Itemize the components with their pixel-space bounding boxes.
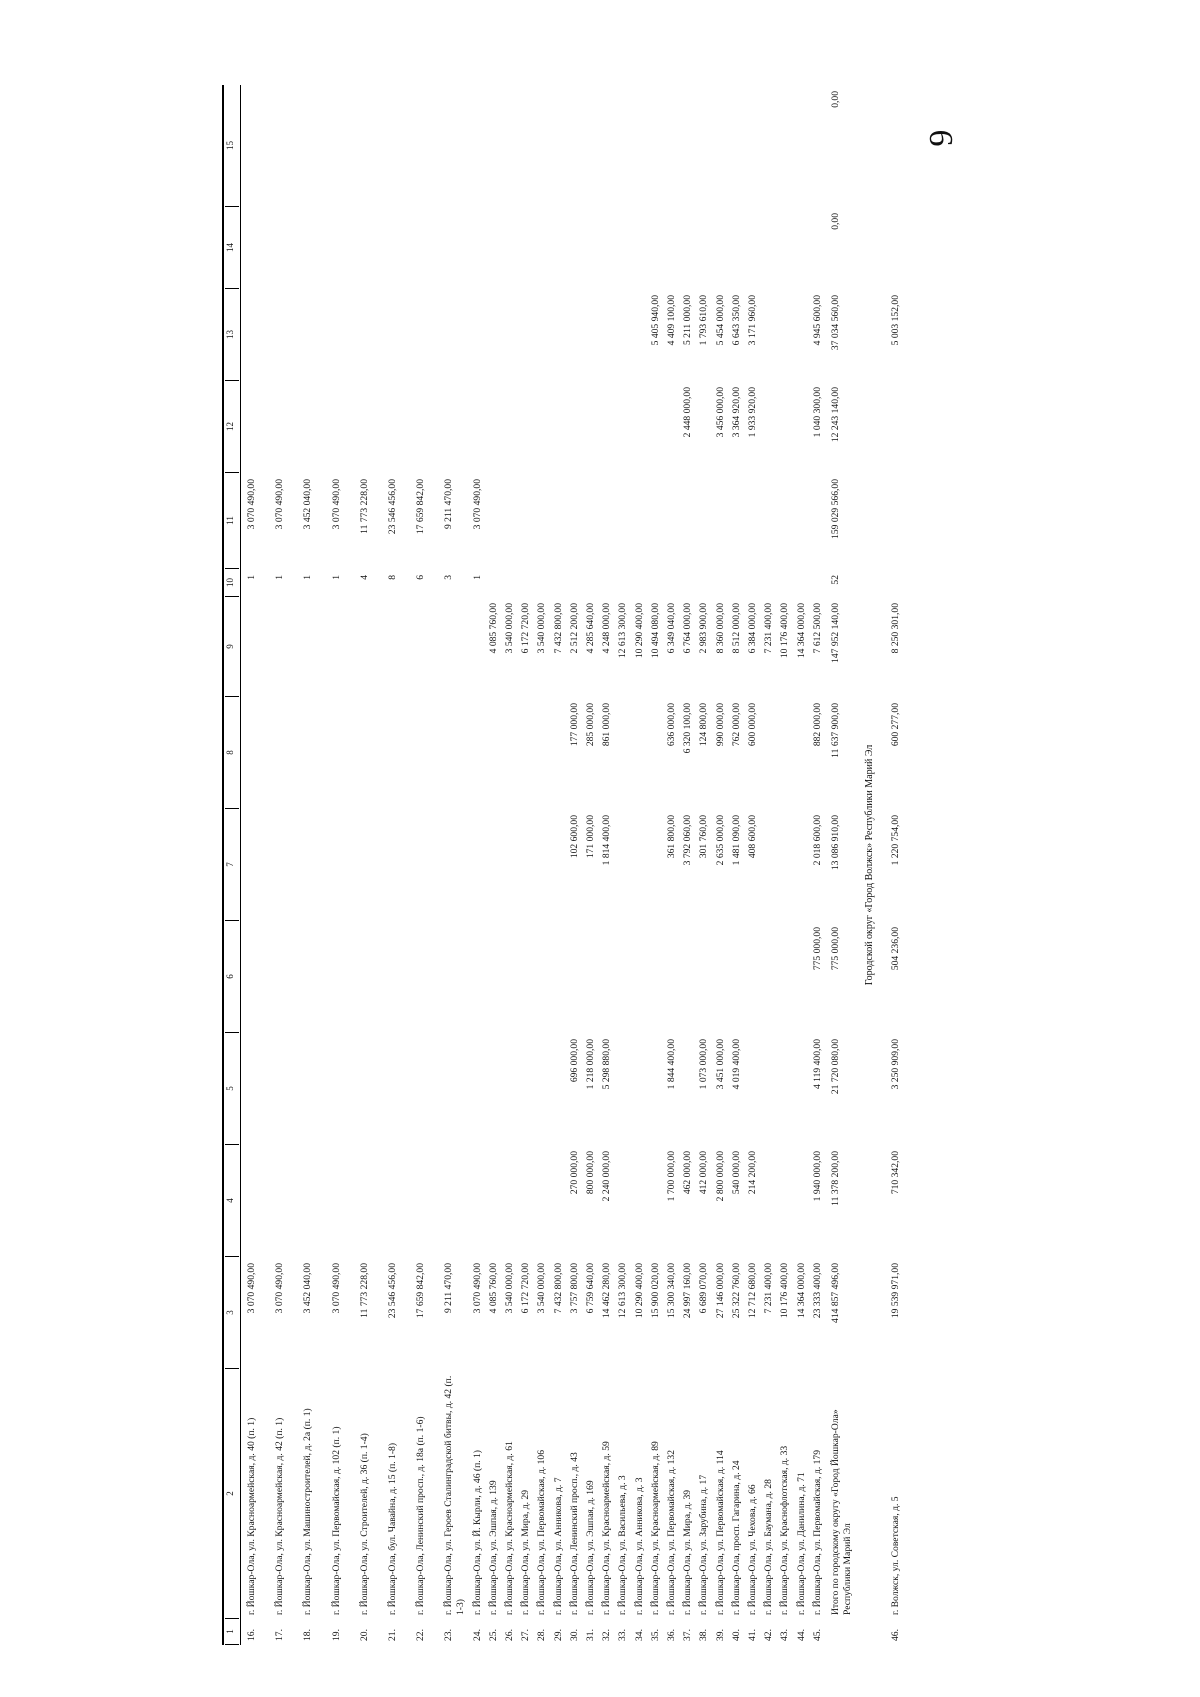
cell-name: г. Йошкар-Ола, ул. Первомайская, д. 179 <box>811 1449 823 1615</box>
total-row <box>830 85 854 1645</box>
cell-c5: 1 218 000,00 <box>585 1039 596 1090</box>
cell-c13: 3 171 960,00 <box>747 295 758 346</box>
cell-c3: 12 712 680,00 <box>747 1263 758 1319</box>
cell-n: 46. <box>890 1629 901 1641</box>
cell-c3: 3 070 490,00 <box>274 1263 286 1314</box>
cell-name: г. Йошкар-Ола, просп. Гагарина, д. 24 <box>730 1460 742 1615</box>
cell-n: 35. <box>649 1629 661 1641</box>
cell-n: 41. <box>747 1629 758 1641</box>
cell-c3: 3 757 800,00 <box>568 1263 580 1314</box>
cell-c8: 285 000,00 <box>585 703 596 747</box>
table-row <box>617 85 629 1645</box>
cell-c6: 775 000,00 <box>811 927 823 971</box>
cell-c7: 1 220 754,00 <box>890 815 901 866</box>
cell-c5: 4 119 400,00 <box>811 1039 823 1090</box>
cell-c12: 2 448 000,00 <box>682 387 694 438</box>
cell-c10: 4 <box>358 575 370 580</box>
cell-n: 24. <box>471 1629 483 1641</box>
cell-n: 37. <box>682 1629 694 1641</box>
cell-name: г. Йошкар-Ола, ул. Красноармейская, д. 89 <box>649 1441 661 1615</box>
cell-n: 21. <box>387 1629 398 1641</box>
cell-c9: 147 952 140,00 <box>830 603 841 663</box>
cell-c8: 600 000,00 <box>747 703 758 747</box>
table-row <box>274 85 298 1645</box>
cell-n: 33. <box>617 1629 629 1641</box>
cell-c4: 214 200,00 <box>747 1151 758 1195</box>
table-row <box>359 85 383 1645</box>
table-row <box>779 85 791 1645</box>
cell-c3: 414 857 496,00 <box>830 1263 841 1323</box>
cell-c11: 17 659 842,00 <box>415 479 427 535</box>
cell-c3: 17 659 842,00 <box>415 1263 427 1319</box>
column-header-14: 14 <box>225 207 239 289</box>
cell-c3: 19 539 971,00 <box>890 1263 901 1319</box>
cell-c9: 7 612 500,00 <box>811 603 823 654</box>
cell-n: 17. <box>274 1629 286 1641</box>
cell-c9: 8 360 000,00 <box>714 603 726 654</box>
cell-c7: 408 600,00 <box>747 815 758 859</box>
cell-c6: 504 236,00 <box>890 927 901 971</box>
cell-n: 26. <box>504 1629 515 1641</box>
cell-c3: 27 146 000,00 <box>714 1263 726 1319</box>
table-row <box>890 85 902 1645</box>
table-row <box>302 85 326 1645</box>
cell-n: 39. <box>714 1629 726 1641</box>
cell-c13: 4 945 600,00 <box>811 295 823 346</box>
cell-c11: 159 029 566,00 <box>830 479 841 539</box>
cell-name: г. Йошкар-Ола, ул. Первомайская, д. 114 <box>714 1450 726 1615</box>
cell-c7: 1 481 090,00 <box>730 815 742 866</box>
cell-c10: 1 <box>471 575 483 580</box>
cell-name: г. Йошкар-Ола, бул. Чавайна, д. 15 (п. 1-8) <box>387 1442 398 1615</box>
cell-c3: 6 689 070,00 <box>698 1263 710 1314</box>
table-row <box>488 85 500 1645</box>
cell-c8: 762 000,00 <box>730 703 742 747</box>
table-row <box>747 85 759 1645</box>
cell-c11: 3 070 490,00 <box>471 479 483 530</box>
cell-c3: 11 773 228,00 <box>358 1263 370 1318</box>
cell-name: Итого по городскому округу «Город Йошкар-Ола» Республики Марий Эл <box>830 1409 853 1615</box>
table-row <box>715 85 727 1645</box>
cell-c3: 6 759 640,00 <box>585 1263 596 1314</box>
cell-c8: 177 000,00 <box>568 703 580 747</box>
cell-c13: 4 409 100,00 <box>666 295 677 346</box>
cell-c8: 882 000,00 <box>811 703 823 747</box>
table-row <box>650 85 662 1645</box>
cell-n: 27. <box>520 1629 532 1641</box>
rotated-table <box>222 85 1122 1645</box>
cell-c11: 9 211 470,00 <box>443 479 455 530</box>
cell-name: г. Йошкар-Ола, ул. Зарубина, д. 17 <box>698 1474 710 1615</box>
cell-c7: 171 000,00 <box>585 815 596 859</box>
cell-c9: 2 983 900,00 <box>698 603 710 654</box>
cell-c9: 12 613 300,00 <box>617 603 629 659</box>
cell-c3: 3 070 490,00 <box>471 1263 483 1314</box>
cell-c11: 23 546 456,00 <box>387 479 398 535</box>
table-row <box>666 85 678 1645</box>
cell-c13: 6 643 350,00 <box>730 295 742 346</box>
cell-c5: 696 000,00 <box>568 1039 580 1083</box>
cell-c9: 8 250 301,00 <box>890 603 901 654</box>
cell-c11: 3 070 490,00 <box>274 479 286 530</box>
cell-c4: 540 000,00 <box>730 1151 742 1195</box>
cell-c13: 37 034 560,00 <box>830 295 841 351</box>
table-row <box>731 85 743 1645</box>
cell-name: г. Йошкар-Ола, ул. Героев Сталинградской битвы, д. 42 (п. 1-3) <box>443 1375 467 1615</box>
cell-c13: 5 003 152,00 <box>890 295 901 346</box>
cell-c8: 124 800,00 <box>698 703 710 747</box>
cell-c9: 3 540 000,00 <box>536 603 548 654</box>
cell-n: 28. <box>536 1629 548 1641</box>
cell-c10: 1 <box>246 575 257 580</box>
cell-c12: 12 243 140,00 <box>830 387 841 443</box>
cell-c9: 10 290 400,00 <box>633 603 645 659</box>
cell-name: г. Йошкар-Ола, ул. Краснофлотская, д. 33 <box>779 1445 791 1615</box>
cell-c10: 1 <box>330 575 342 580</box>
cell-c7: 102 600,00 <box>568 815 580 859</box>
cell-c5: 1 844 400,00 <box>666 1039 677 1090</box>
cell-n: 36. <box>666 1629 677 1641</box>
column-header-15: 15 <box>225 85 239 207</box>
column-header-1: 1 <box>225 1619 239 1645</box>
table-row <box>601 85 613 1645</box>
cell-n: 43. <box>779 1629 791 1641</box>
page-number: 6 <box>922 129 959 147</box>
table-row <box>796 85 808 1645</box>
cell-n: 19. <box>330 1629 342 1641</box>
cell-n: 18. <box>302 1629 314 1641</box>
table-row <box>443 85 467 1645</box>
table-row <box>812 85 824 1645</box>
cell-c9: 6 172 720,00 <box>520 603 532 654</box>
cell-c4: 2 800 000,00 <box>714 1151 726 1202</box>
cell-c3: 15 300 340,00 <box>666 1263 677 1319</box>
cell-c5: 1 073 000,00 <box>698 1039 710 1090</box>
cell-c7: 3 792 060,00 <box>682 815 694 866</box>
cell-c8: 636 000,00 <box>666 703 677 747</box>
column-header-2: 2 <box>225 1369 239 1619</box>
cell-c11: 3 070 490,00 <box>246 479 257 530</box>
table-row <box>415 85 439 1645</box>
table-row <box>553 85 565 1645</box>
cell-c3: 14 462 280,00 <box>601 1263 613 1319</box>
cell-c3: 25 322 760,00 <box>730 1263 742 1319</box>
cell-c4: 11 378 200,00 <box>830 1151 841 1206</box>
table-row <box>682 85 694 1645</box>
cell-c5: 4 019 400,00 <box>730 1039 742 1090</box>
cell-c7: 2 018 600,00 <box>811 815 823 866</box>
cell-c13: 1 793 610,00 <box>698 295 710 346</box>
cell-name: г. Йошкар-Ола, ул. Строителей, д. 36 (п. 1-4) <box>358 1433 370 1615</box>
cell-c3: 4 085 760,00 <box>487 1263 499 1314</box>
cell-n: 23. <box>443 1629 455 1641</box>
cell-n: 22. <box>415 1629 427 1641</box>
region-title: Городской округ «Город Волжск» Республики Марий Эл <box>864 744 875 986</box>
cell-c9: 8 512 000,00 <box>730 603 742 654</box>
cell-c11: 3 070 490,00 <box>330 479 342 530</box>
cell-c9: 2 512 200,00 <box>568 603 580 654</box>
column-header-5: 5 <box>225 1033 239 1145</box>
table-row <box>763 85 775 1645</box>
cell-name: г. Йошкар-Ола, ул. Мира, д. 39 <box>682 1489 694 1615</box>
cell-c3: 3 540 000,00 <box>504 1263 515 1314</box>
cell-name: г. Йошкар-Ола, ул. Красноармейская, д. 42 (п. 1) <box>274 1417 286 1615</box>
cell-c4: 710 342,00 <box>890 1151 901 1195</box>
column-header-4: 4 <box>225 1145 239 1257</box>
cell-name: г. Йошкар-Ола, ул. Мира, д. 29 <box>520 1489 532 1615</box>
cell-name: г. Йошкар-Ола, ул. Первомайская, д. 102 (п. 1) <box>330 1426 342 1615</box>
cell-c12: 3 456 000,00 <box>714 387 726 438</box>
table-row <box>387 85 411 1645</box>
cell-n: 40. <box>730 1629 742 1641</box>
column-header-12: 12 <box>225 381 239 473</box>
cell-name: г. Волжск, ул. Советская, д. 5 <box>890 1496 901 1615</box>
cell-name: г. Йошкар-Ола, ул. Красноармейская, д. 40 (п. 1) <box>246 1417 257 1615</box>
cell-c7: 2 635 000,00 <box>714 815 726 866</box>
cell-c9: 14 364 000,00 <box>795 603 807 659</box>
cell-n: 32. <box>601 1629 613 1641</box>
cell-c3: 10 176 400,00 <box>779 1263 791 1319</box>
cell-name: г. Йошкар-Ола, ул. Анникова, д. 7 <box>552 1477 564 1615</box>
cell-c9: 4 248 000,00 <box>601 603 613 654</box>
table-row <box>504 85 516 1645</box>
cell-c9: 7 231 400,00 <box>763 603 775 654</box>
cell-n: 45. <box>811 1629 823 1641</box>
cell-c3: 3 540 000,00 <box>536 1263 548 1314</box>
cell-c4: 462 000,00 <box>682 1151 694 1195</box>
cell-c3: 24 997 160,00 <box>682 1263 694 1319</box>
cell-name: г. Йошкар-Ола, ул. Баумана, д. 28 <box>763 1479 775 1615</box>
cell-name: г. Йошкар-Ола, ул. Чехова, д. 66 <box>747 1484 758 1615</box>
cell-n: 16. <box>246 1629 257 1641</box>
cell-n: 31. <box>585 1629 596 1641</box>
cell-c9: 4 285 640,00 <box>585 603 596 654</box>
cell-n: 38. <box>698 1629 710 1641</box>
cell-c7: 13 086 910,00 <box>830 815 841 871</box>
cell-c12: 1 040 300,00 <box>811 387 823 438</box>
table-header <box>222 85 241 1645</box>
cell-c8: 6 320 100,00 <box>682 703 694 754</box>
cell-c3: 14 364 000,00 <box>795 1263 807 1319</box>
cell-n: 34. <box>633 1629 645 1641</box>
cell-name: г. Йошкар-Ола, ул. Й. Кырли, д. 46 (п. 1) <box>471 1449 483 1615</box>
cell-c10: 6 <box>415 575 427 580</box>
cell-n: 44. <box>795 1629 807 1641</box>
cell-c3: 6 172 720,00 <box>520 1263 532 1314</box>
cell-c10: 1 <box>274 575 286 580</box>
cell-c10: 52 <box>830 575 841 585</box>
column-header-3: 3 <box>225 1257 239 1369</box>
cell-c11: 3 452 040,00 <box>302 479 314 530</box>
table-row <box>246 85 270 1645</box>
cell-n: 29. <box>552 1629 564 1641</box>
cell-c9: 6 384 000,00 <box>747 603 758 654</box>
cell-c13: 5 454 000,00 <box>714 295 726 346</box>
cell-name: г. Йошкар-Ола, ул. Анникова, д. 3 <box>633 1477 645 1615</box>
cell-c8: 861 000,00 <box>601 703 613 747</box>
column-header-11: 11 <box>225 473 239 569</box>
cell-n: 30. <box>568 1629 580 1641</box>
cell-c9: 10 176 400,00 <box>779 603 791 659</box>
cell-c11: 11 773 228,00 <box>358 479 370 534</box>
cell-c9: 7 432 800,00 <box>552 603 564 654</box>
column-header-6: 6 <box>225 921 239 1033</box>
cell-c13: 5 211 000,00 <box>682 295 694 346</box>
cell-name: г. Йошкар-Ола, ул. Машиностроителей, д. 2а (п. 1) <box>302 1408 314 1615</box>
cell-c3: 3 070 490,00 <box>330 1263 342 1314</box>
cell-c4: 270 000,00 <box>568 1151 580 1195</box>
cell-c5: 21 720 080,00 <box>830 1039 841 1095</box>
cell-c3: 3 452 040,00 <box>302 1263 314 1314</box>
table-row <box>536 85 548 1645</box>
cell-c3: 23 546 456,00 <box>387 1263 398 1319</box>
table-row <box>569 85 581 1645</box>
cell-c3: 23 333 400,00 <box>811 1263 823 1319</box>
cell-c10: 8 <box>387 575 398 580</box>
cell-c4: 1 940 000,00 <box>811 1151 823 1202</box>
cell-c8: 11 637 900,00 <box>830 703 841 758</box>
cell-c7: 361 800,00 <box>666 815 677 859</box>
cell-c9: 3 540 000,00 <box>504 603 515 654</box>
cell-c3: 10 290 400,00 <box>633 1263 645 1319</box>
cell-c12: 3 364 920,00 <box>730 387 742 438</box>
cell-name: г. Йошкар-Ола, ул. Эшпая, д. 169 <box>585 1480 596 1615</box>
table-row <box>585 85 597 1645</box>
column-header-13: 13 <box>225 289 239 381</box>
cell-c3: 3 070 490,00 <box>246 1263 257 1314</box>
cell-c7: 1 814 400,00 <box>601 815 613 866</box>
cell-c4: 800 000,00 <box>585 1151 596 1195</box>
cell-c5: 3 451 000,00 <box>714 1039 726 1090</box>
cell-c7: 301 760,00 <box>698 815 710 859</box>
cell-c3: 12 613 300,00 <box>617 1263 629 1319</box>
cell-c5: 5 298 880,00 <box>601 1039 613 1090</box>
table-row <box>472 85 484 1645</box>
table-row <box>520 85 532 1645</box>
cell-c9: 6 349 040,00 <box>666 603 677 654</box>
cell-c10: 1 <box>302 575 314 580</box>
cell-c3: 7 432 800,00 <box>552 1263 564 1314</box>
cell-name: г. Йошкар-Ола, ул. Васильева, д. 3 <box>617 1475 629 1615</box>
table-row <box>698 85 710 1645</box>
cell-name: г. Йошкар-Ола, Ленинский просп., д. 43 <box>568 1452 580 1615</box>
column-header-7: 7 <box>225 809 239 921</box>
cell-c9: 10 494 080,00 <box>649 603 661 659</box>
cell-c3: 7 231 400,00 <box>763 1263 775 1314</box>
column-header-10: 10 <box>225 569 239 597</box>
cell-name: г. Йошкар-Ола, ул. Данилина, д. 71 <box>795 1472 807 1615</box>
cell-c15: 0,00 <box>830 91 841 108</box>
column-header-9: 9 <box>225 597 239 697</box>
cell-c4: 1 700 000,00 <box>666 1151 677 1202</box>
cell-c10: 3 <box>443 575 455 580</box>
cell-c9: 4 085 760,00 <box>487 603 499 654</box>
cell-name: г. Йошкар-Ола, Ленинский просп., д. 18а (п. 1-6) <box>415 1416 427 1615</box>
cell-c4: 412 000,00 <box>698 1151 710 1195</box>
cell-c3: 15 900 020,00 <box>649 1263 661 1319</box>
cell-c12: 1 933 920,00 <box>747 387 758 438</box>
cell-n: 42. <box>763 1629 775 1641</box>
table-row <box>331 85 355 1645</box>
cell-n: 20. <box>358 1629 370 1641</box>
cell-name: г. Йошкар-Ола, ул. Красноармейская, д. 61 <box>504 1441 515 1615</box>
cell-c4: 2 240 000,00 <box>601 1151 613 1202</box>
cell-c3: 9 211 470,00 <box>443 1263 455 1314</box>
cell-c5: 3 250 909,00 <box>890 1039 901 1090</box>
cell-n: 25. <box>487 1629 499 1641</box>
cell-name: г. Йошкар-Ола, ул. Красноармейская, д. 59 <box>601 1441 613 1615</box>
table-row <box>634 85 646 1645</box>
cell-name: г. Йошкар-Ола, ул. Эшпая, д. 139 <box>487 1480 499 1615</box>
cell-c13: 5 405 940,00 <box>649 295 661 346</box>
cell-c8: 600 277,00 <box>890 703 901 747</box>
cell-c8: 990 000,00 <box>714 703 726 747</box>
column-header-8: 8 <box>225 697 239 809</box>
cell-c9: 6 764 000,00 <box>682 603 694 654</box>
cell-c6: 775 000,00 <box>830 927 841 971</box>
cell-name: г. Йошкар-Ола, ул. Первомайская, д. 106 <box>536 1449 548 1615</box>
cell-name: г. Йошкар-Ола, ул. Первомайская, д. 132 <box>666 1449 677 1615</box>
cell-c14: 0,00 <box>830 213 841 230</box>
